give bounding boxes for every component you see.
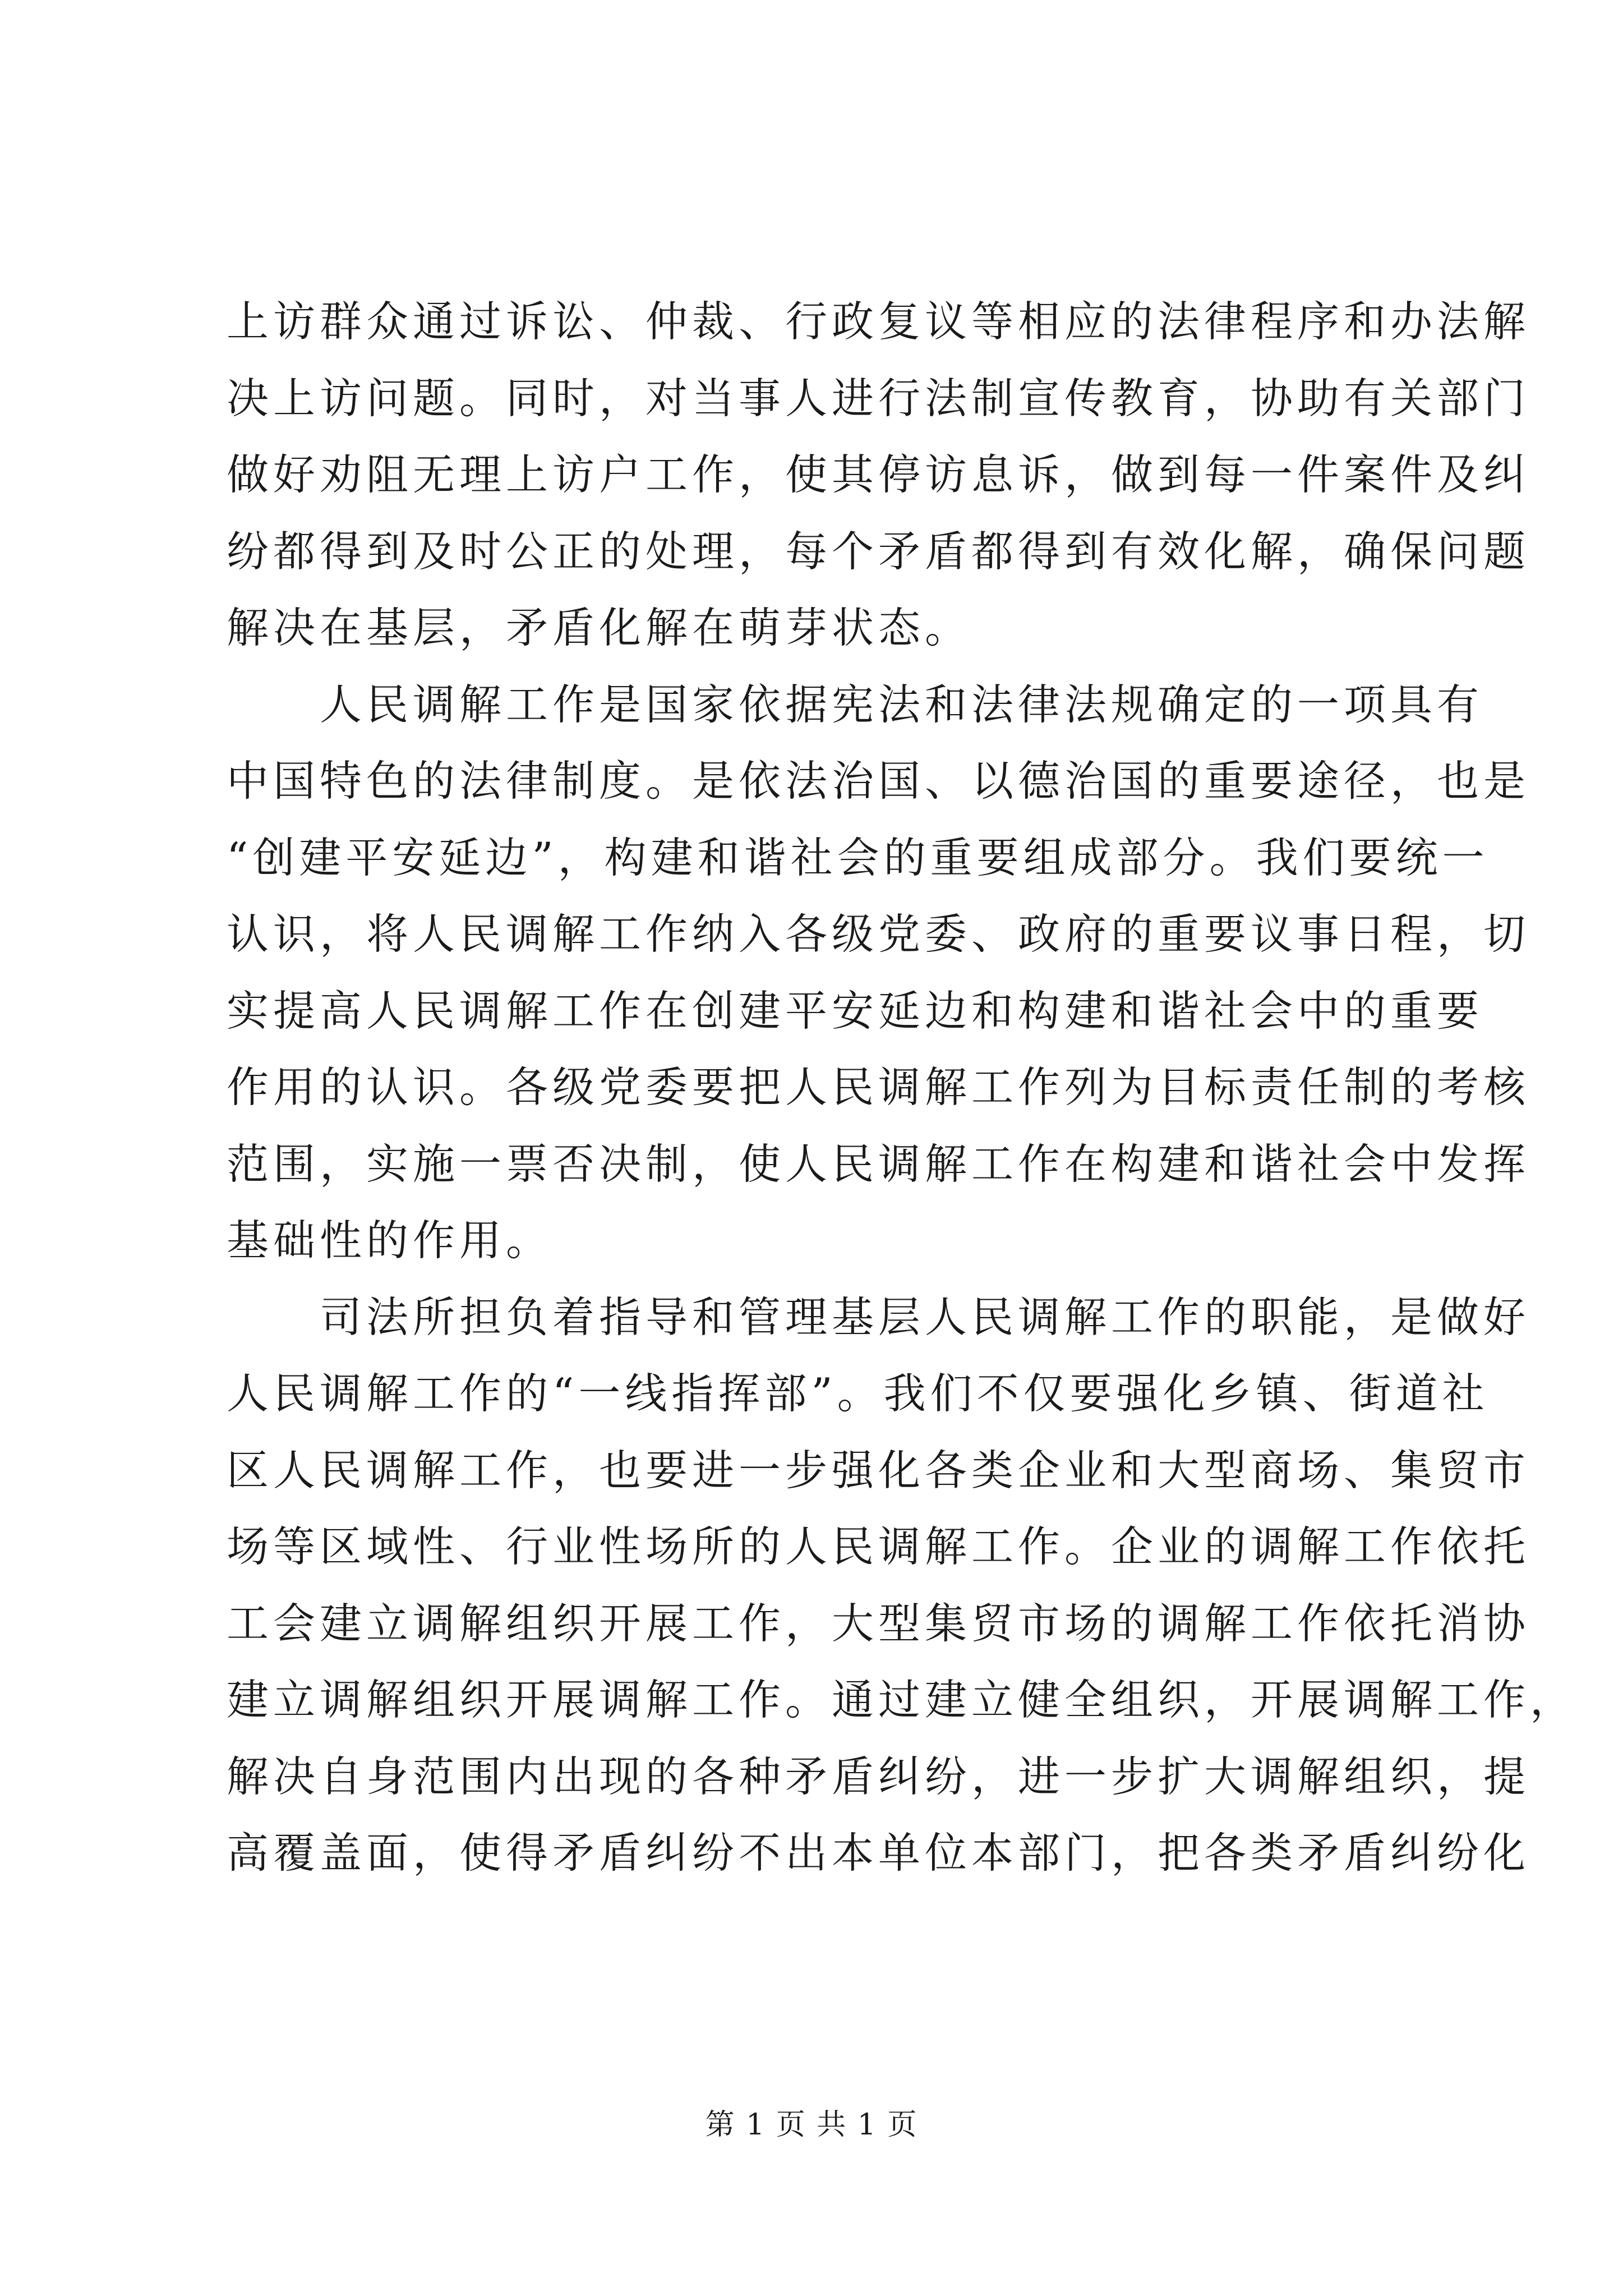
text-line: 解决自身范围内出现的各种矛盾纠纷，进一步扩大调解组织，提 [227,1751,1530,1801]
text-line: 高覆盖面，使得矛盾纠纷不出本单位本部门，把各类矛盾纠纷化 [227,1828,1530,1878]
document-body [227,283,1577,1892]
text-line: “创建平安延边”，构建和谐社会的重要组成部分。我们要统一 [227,832,1489,882]
text-line: 场等区域性、行业性场所的人民调解工作。企业的调解工作依托 [227,1522,1530,1571]
text-line: 认识，将人民调解工作纳入各级党委、政府的重要议事日程，切 [227,909,1530,959]
text-line: 工会建立调解组织开展工作，大型集贸市场的调解工作依托消协 [227,1598,1530,1648]
text-line: 做好劝阻无理上访户工作，使其停访息诉，做到每一件案件及纠 [227,450,1530,499]
page-number-footer: 第 1 页 共 1 页 [705,2108,918,2142]
text-line: 建立调解组织开展调解工作。通过建立健全组织，开展调解工作， [227,1675,1577,1724]
text-line: 司法所担负着指导和管理基层人民调解工作的职能，是做好 [320,1292,1530,1342]
text-line: 人民调解工作的“一线指挥部”。我们不仅要强化乡镇、街道社 [227,1369,1489,1418]
text-line: 纷都得到及时公正的处理，每个矛盾都得到有效化解，确保问题 [227,526,1530,576]
text-line: 作用的认识。各级党委要把人民调解工作列为目标责任制的考核 [227,1062,1530,1112]
text-line: 上访群众通过诉讼、仲裁、行政复议等相应的法律程序和办法解 [227,297,1530,346]
text-line: 实提高人民调解工作在创建平安延边和构建和谐社会中的重要 [227,986,1484,1036]
text-line: 解决在基层，矛盾化解在萌芽状态。 [227,603,972,652]
text-line: 中国特色的法律制度。是依法治国、以德治国的重要途径，也是 [227,756,1530,806]
text-line: 人民调解工作是国家依据宪法和法律法规确定的一项具有 [320,679,1484,729]
text-line: 区人民调解工作，也要进一步强化各类企业和大型商场、集贸市 [227,1445,1530,1495]
text-line: 范围，实施一票否决制，使人民调解工作在构建和谐社会中发挥 [227,1139,1530,1189]
text-line: 决上访问题。同时，对当事人进行法制宣传教育，协助有关部门 [227,373,1530,423]
text-line: 基础性的作用。 [227,1216,553,1265]
